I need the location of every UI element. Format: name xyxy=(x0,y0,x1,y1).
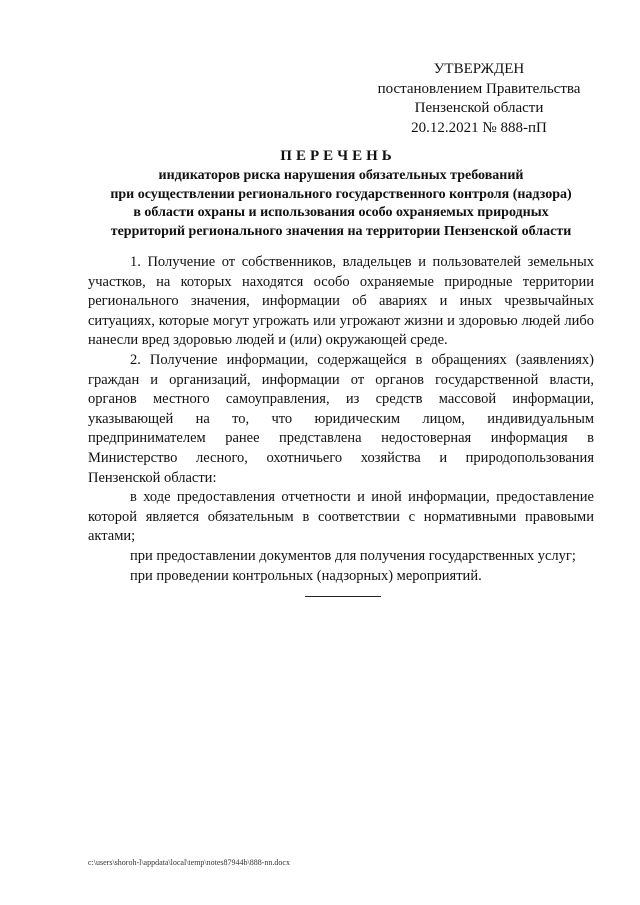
approval-heading: УТВЕРЖДЕН xyxy=(433,61,525,77)
document-body xyxy=(88,253,594,586)
closing-rule xyxy=(305,596,381,597)
approval-stamp xyxy=(364,60,594,138)
paragraph-item-2: 2. Получение информации, содержащейся в обращениях (заявлениях) граждан и организаций, информации от органов государственной власти, органов местного самоуправления, из средств массовой информации, указывающей на то, что юридическим лицом, индивидуальным предпринимателем ранее представлена недостоверная информация в Министерство лесного, охотничьего хозяйства и природопользования Пензенской области: xyxy=(88,351,594,486)
document-subtitle xyxy=(84,167,598,241)
subtitle-line: территорий регионального значения на территории Пензенской области xyxy=(110,223,572,239)
approval-line: Пензенской области xyxy=(414,100,544,116)
document-title: ПЕРЕЧЕНЬ xyxy=(280,148,396,164)
approval-date-number: 20.12.2021 № 888-пП xyxy=(411,119,547,136)
footer-file-path: c:\users\shoroh-l\appdata\local\temp\notes87944b\888-nn.docx xyxy=(88,858,290,867)
paragraph-item-1: 1. Получение от собственников, владельцев и пользователей земельных участков, на которых находятся особо охраняемые природные территории регионального значения, информации об авариях и иных чрезвычайных ситуациях, которые могут угрожать или угрожают жизни и здоровью людей либо нанесли вред здоровью людей и (или) окружающей среде. xyxy=(88,254,594,349)
subtitle-line: при осуществлении регионального государственного контроля (надзора) xyxy=(110,186,572,202)
subtitle-line: в области охраны и использования особо охраняемых природных xyxy=(133,205,549,220)
paragraph-subitem: при проведении контрольных (надзорных) мероприятий. xyxy=(130,567,482,584)
subtitle-line: индикаторов риска нарушения обязательных требований xyxy=(158,168,524,183)
paragraph-subitem: при предоставлении документов для получения государственных услуг; xyxy=(130,547,576,564)
paragraph-subitem: в ходе предоставления отчетности и иной информации, предоставление которой является обязательным в соответствии с нормативными правовыми актами; xyxy=(88,489,594,545)
approval-line: постановлением Правительства xyxy=(377,80,581,97)
